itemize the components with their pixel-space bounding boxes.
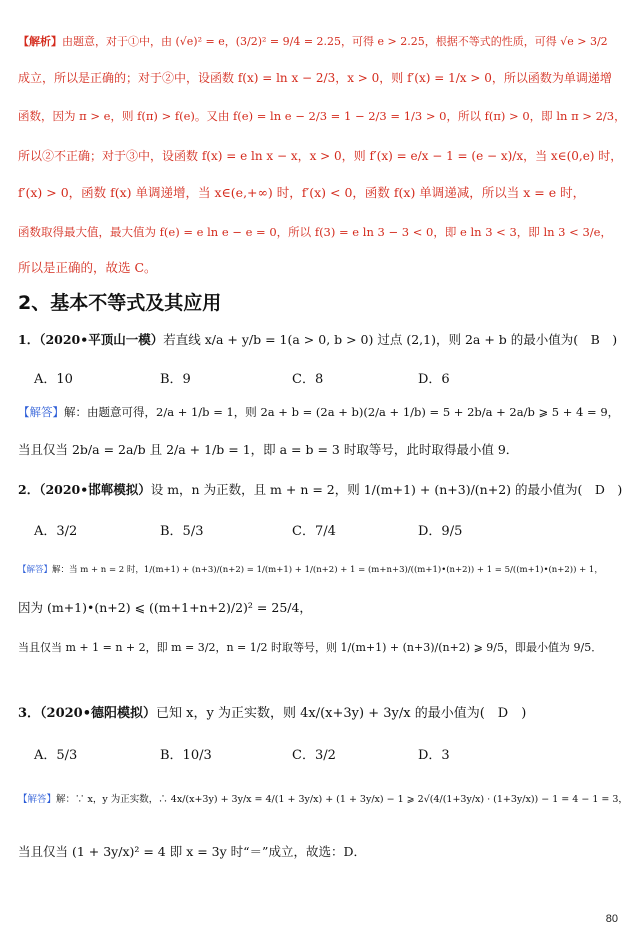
question-3-stem: 3．（2020•德阳模拟）已知 x，y 为正实数，则 4x/(x+3y) + 3y/x 的最小值为( D ) <box>18 706 527 721</box>
question-3-option-a: A．5/3 <box>34 748 78 763</box>
question-2-option-b: B．5/3 <box>160 524 204 539</box>
analysis-line-5: f′(x) > 0，函数 f(x) 单调递增，当 x∈(e,+∞) 时，f′(x) < 0，函数 f(x) 单调递减，所以当 x = e 时， <box>18 185 586 200</box>
analysis-line-3: 函数，因为 π > e，则 f(π) > f(e)。又由 f(e) = ln e − 2/3 = 1 − 2/3 = 1/3 > 0，所以 f(π) > 0，即 ln π > 2/3， <box>18 109 626 123</box>
question-3-head: 3．（2020•德阳模拟） <box>18 706 157 721</box>
question-1-option-c: C．8 <box>292 372 324 387</box>
question-2-answer-line-1: 【解答】解：当 m + n = 2 时，1/(m+1) + (n+3)/(n+2) = 1/(m+1) + 1/(n+2) + 1 = (m+n+3)/((m+1)•(n+2)) + 1 = 5/((m+1)•(n+2)) + 1， <box>18 565 603 575</box>
question-2-answer-tag: 【解答】 <box>18 565 53 575</box>
question-2-head: 2．（2020•邯郸模拟） <box>18 482 151 497</box>
section-title: 2、基本不等式及其应用 <box>18 292 222 314</box>
question-3-answer-tag: 【解答】 <box>18 794 57 805</box>
question-1-option-a: A．10 <box>34 372 73 387</box>
question-1-answer-line-2: 当且仅当 2b/a = 2a/b 且 2/a + 1/b = 1，即 a = b = 3 时取等号，此时取得最小值 9． <box>18 442 519 457</box>
question-3-option-b: B．10/3 <box>160 748 212 763</box>
question-1-head: 1．（2020•平顶山一模） <box>18 332 164 347</box>
question-1-option-b: B．9 <box>160 372 191 387</box>
question-2-option-c: C．7/4 <box>292 524 336 539</box>
question-2-option-a: A．3/2 <box>34 524 78 539</box>
question-3-answer-line-2: 当且仅当 (1 + 3y/x)² = 4 即 x = 3y 时“＝”成立，故选：D． <box>18 844 366 859</box>
question-3-option-c: C．3/2 <box>292 748 336 763</box>
question-2-stem: 2．（2020•邯郸模拟）设 m，n 为正数，且 m + n = 2，则 1/(m+1) + (n+3)/(n+2) 的最小值为( D ) <box>18 482 623 497</box>
question-2-answer-line-2: 因为 (m+1)•(n+2) ⩽ ((m+1+n+2)/2)² = 25/4， <box>18 600 312 615</box>
question-2-answer-line-3: 当且仅当 m + 1 = n + 2，即 m = 3/2，n = 1/2 时取等号，则 1/(m+1) + (n+3)/(n+2) ⩾ 9/5，即最小值为 9/5． <box>18 641 603 654</box>
question-2-option-d: D．9/5 <box>418 524 463 539</box>
analysis-line-7: 所以是正确的，故选 C。 <box>18 260 157 275</box>
analysis-line-4: 所以②不正确；对于③中，设函数 f(x) = e ln x − x，x > 0，则 f′(x) = e/x − 1 = (e − x)/x，当 x∈(0,e) 时， <box>18 149 623 163</box>
question-3-answer-line-1: 【解答】解：∵ x，y 为正实数，∴ 4x/(x+3y) + 3y/x = 4/(1 + 3y/x) + (1 + 3y/x) − 1 ⩾ 2√(4/(1+3y/x) · (1+3y/x)) − 1 = 4 − 1 = 3， <box>18 794 628 805</box>
question-1-answer-tag: 【解答】 <box>18 405 64 419</box>
analysis-tag: 【解析】 <box>18 35 62 48</box>
question-3-option-d: D．3 <box>418 748 450 763</box>
question-1-option-d: D．6 <box>418 372 450 387</box>
analysis-line-6: 函数取得最大值，最大值为 f(e) = e ln e − e = 0，所以 f(3) = e ln 3 − 3 < 0，即 e ln 3 < 3，即 ln 3 < 3/e， <box>18 225 612 239</box>
analysis-line-1: 【解析】由题意，对于①中，由 (√e)² = e，(3/2)² = 9/4 = 2.25，可得 e > 2.25，根据不等式的性质，可得 √e > 3/2 <box>18 35 608 48</box>
analysis-line-2: 成立，所以是正确的；对于②中，设函数 f(x) = ln x − 2/3，x > 0，则 f′(x) = 1/x > 0，所以函数为单调递增 <box>18 71 612 85</box>
question-1-answer-line-1: 【解答】解：由题意可得，2/a + 1/b = 1，则 2a + b = (2a + b)(2/a + 1/b) = 5 + 2b/a + 2a/b ⩾ 5 + 4 = 9， <box>18 405 620 419</box>
page-number: 80 <box>605 913 618 925</box>
question-1-stem: 1．（2020•平顶山一模）若直线 x/a + y/b = 1(a > 0, b > 0) 过点 (2,1)，则 2a + b 的最小值为( B ) <box>18 332 618 347</box>
